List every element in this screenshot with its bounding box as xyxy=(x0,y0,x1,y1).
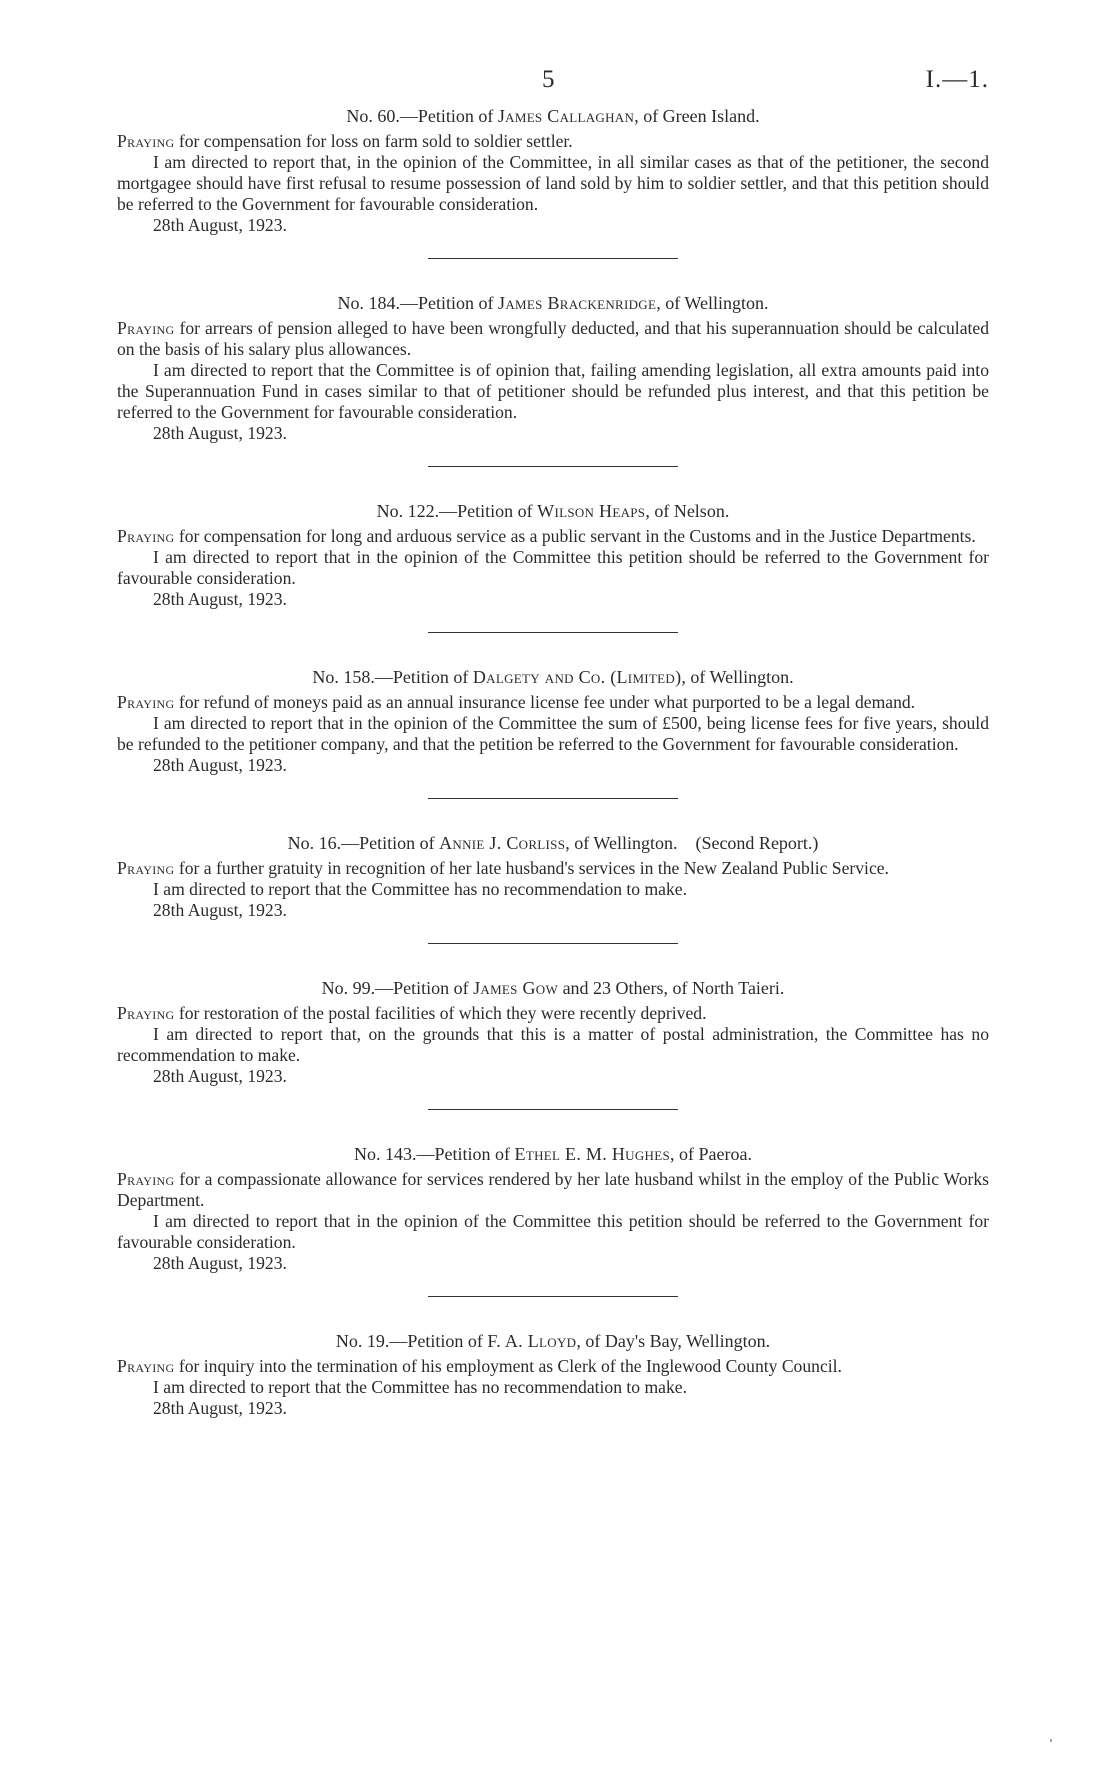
petition-number: No. 184. xyxy=(337,293,401,313)
praying-paragraph xyxy=(117,1169,989,1211)
praying-paragraph xyxy=(117,858,989,879)
praying-text: for restoration of the postal facilities of which they were recently deprived. xyxy=(174,1003,707,1023)
petition-heading xyxy=(117,1331,989,1352)
praying-label: Praying xyxy=(117,526,175,546)
petition-heading xyxy=(117,833,989,854)
petition-title-prefix: —Petition of xyxy=(439,501,538,521)
report-date: 28th August, 1923. xyxy=(153,589,287,609)
committee-report: I am directed to report that in the opinion of the Committee this petition should be referred to the Government for favourable consideration. xyxy=(117,547,989,588)
petitioner-name: James Brackenridge xyxy=(498,293,657,313)
petition-heading xyxy=(117,501,989,522)
petitioner-name: Wilson Heaps xyxy=(537,501,646,521)
praying-label: Praying xyxy=(117,692,175,712)
petition-number: No. 158. xyxy=(312,667,375,687)
petition-heading xyxy=(117,106,989,127)
petitioner-location: , of Wellington. xyxy=(565,833,678,853)
petition-entry xyxy=(117,1144,989,1297)
praying-text: for a compassionate allowance for services rendered by her late husband whilst in the employ of the Public Works Department. xyxy=(117,1169,989,1210)
petitioner-location: and 23 Others, of North Taieri. xyxy=(558,978,785,998)
petition-title-prefix: —Petition of xyxy=(374,667,473,687)
petition-entry xyxy=(117,293,989,467)
committee-report: I am directed to report that the Committee has no recommendation to make. xyxy=(153,879,687,899)
report-date: 28th August, 1923. xyxy=(153,1398,287,1418)
praying-text: for a further gratuity in recognition of her late husband's services in the New Zealand Public Service. xyxy=(174,858,889,878)
petition-number: No. 60. xyxy=(346,106,400,126)
petition-heading xyxy=(117,293,989,314)
report-date: 28th August, 1923. xyxy=(153,1066,287,1086)
petition-entry xyxy=(117,106,989,259)
committee-report: I am directed to report that in the opinion of the Committee the sum of £500, being license fees for five years, should be refunded to the petitioner company, and that the petition be referred to the Government for favourable consideration. xyxy=(117,713,989,754)
petition-heading xyxy=(117,667,989,688)
praying-label: Praying xyxy=(117,318,175,338)
petitioner-name: Ethel E. M. Hughes xyxy=(514,1144,670,1164)
report-date: 28th August, 1923. xyxy=(153,423,287,443)
praying-text: for inquiry into the termination of his employment as Clerk of the Inglewood County Council. xyxy=(174,1356,842,1376)
report-date: 28th August, 1923. xyxy=(153,215,287,235)
petitioner-location: , of Nelson. xyxy=(645,501,730,521)
document-reference: I.—1. xyxy=(925,66,989,93)
section-divider xyxy=(428,632,678,633)
section-divider xyxy=(428,943,678,944)
petition-title-prefix: —Petition of xyxy=(341,833,440,853)
praying-text: for arrears of pension alleged to have been wrongfully deducted, and that his superannuation should be calculated on the basis of his salary plus allowances. xyxy=(117,318,989,359)
petition-title-prefix: —Petition of xyxy=(375,978,474,998)
praying-paragraph xyxy=(117,692,989,713)
petitioner-location: , of Wellington. xyxy=(681,667,794,687)
praying-paragraph xyxy=(117,318,989,360)
section-divider xyxy=(428,258,678,259)
section-divider xyxy=(428,466,678,467)
petition-title-prefix: —Petition of xyxy=(400,293,499,313)
section-divider xyxy=(428,798,678,799)
praying-label: Praying xyxy=(117,1169,175,1189)
petition-number: No. 16. xyxy=(287,833,342,853)
petitioner-location: , of Wellington. xyxy=(656,293,769,313)
report-date: 28th August, 1923. xyxy=(153,755,287,775)
committee-report: I am directed to report that, on the grounds that this is a matter of postal administration, the Committee has no recommendation to make. xyxy=(117,1024,989,1065)
petition-title-prefix: —Petition of xyxy=(416,1144,515,1164)
praying-label: Praying xyxy=(117,858,175,878)
praying-label: Praying xyxy=(117,131,175,151)
petition-number: No. 122. xyxy=(376,501,440,521)
petitioner-location: , of Paeroa. xyxy=(669,1144,752,1164)
section-divider xyxy=(428,1296,678,1297)
committee-report: I am directed to report that the Committee has no recommendation to make. xyxy=(153,1377,687,1397)
petition-title-prefix: —Petition of xyxy=(399,106,498,126)
petitioner-name: Annie J. Corliss xyxy=(439,833,566,853)
page-header xyxy=(117,66,989,106)
petition-number: No. 99. xyxy=(321,978,376,998)
petitioner-name: F. A. Lloyd xyxy=(487,1331,577,1351)
praying-paragraph xyxy=(117,131,989,152)
petition-entry xyxy=(117,1331,989,1419)
praying-paragraph xyxy=(117,526,989,547)
petitioner-name: James Gow xyxy=(473,978,559,998)
petition-entry xyxy=(117,833,989,944)
petition-entry xyxy=(117,667,989,799)
praying-paragraph xyxy=(117,1003,989,1024)
petitioner-name: Dalgety and Co. (Limited) xyxy=(472,667,682,687)
praying-label: Praying xyxy=(117,1356,175,1376)
petition-entry xyxy=(117,978,989,1110)
committee-report: I am directed to report that, in the opinion of the Committee, in all similar cases as that of the petitioner, the second mortgagee should have first refusal to resume possession of land sold by him to soldier settler, and that this petition should be referred to the Government for favourable consideration. xyxy=(117,152,989,214)
petitioner-location: , of Day's Bay, Wellington. xyxy=(576,1331,771,1351)
petitioner-location: , of Green Island. xyxy=(634,106,760,126)
report-date: 28th August, 1923. xyxy=(153,1253,287,1273)
document-page xyxy=(117,66,989,1756)
petition-note: (Second Report.) xyxy=(695,833,819,853)
petitioner-name: James Callaghan xyxy=(497,106,635,126)
praying-text: for refund of moneys paid as an annual insurance license fee under what purported to be a legal demand. xyxy=(174,692,916,712)
petition-number: No. 143. xyxy=(354,1144,417,1164)
scan-mark: ˌ xyxy=(1048,1722,1054,1742)
petition-entry xyxy=(117,501,989,633)
praying-text: for compensation for loss on farm sold to soldier settler. xyxy=(174,131,573,151)
praying-label: Praying xyxy=(117,1003,175,1023)
petition-title-prefix: —Petition of xyxy=(389,1331,488,1351)
praying-text: for compensation for long and arduous service as a public servant in the Customs and in the Justice Departments. xyxy=(174,526,976,546)
report-date: 28th August, 1923. xyxy=(153,900,287,920)
committee-report: I am directed to report that the Committee is of opinion that, failing amending legislation, all extra amounts paid into the Superannuation Fund in cases similar to that of petitioner should be refunded plus interest, and that this petition be referred to the Government for favourable consideration. xyxy=(117,360,989,422)
petition-heading xyxy=(117,978,989,999)
committee-report: I am directed to report that in the opinion of the Committee this petition should be referred to the Government for favourable consideration. xyxy=(117,1211,989,1252)
petition-heading xyxy=(117,1144,989,1165)
section-divider xyxy=(428,1109,678,1110)
petition-number: No. 19. xyxy=(335,1331,390,1351)
petition-list xyxy=(117,106,989,1419)
praying-paragraph xyxy=(117,1356,989,1377)
page-number: 5 xyxy=(542,66,555,93)
